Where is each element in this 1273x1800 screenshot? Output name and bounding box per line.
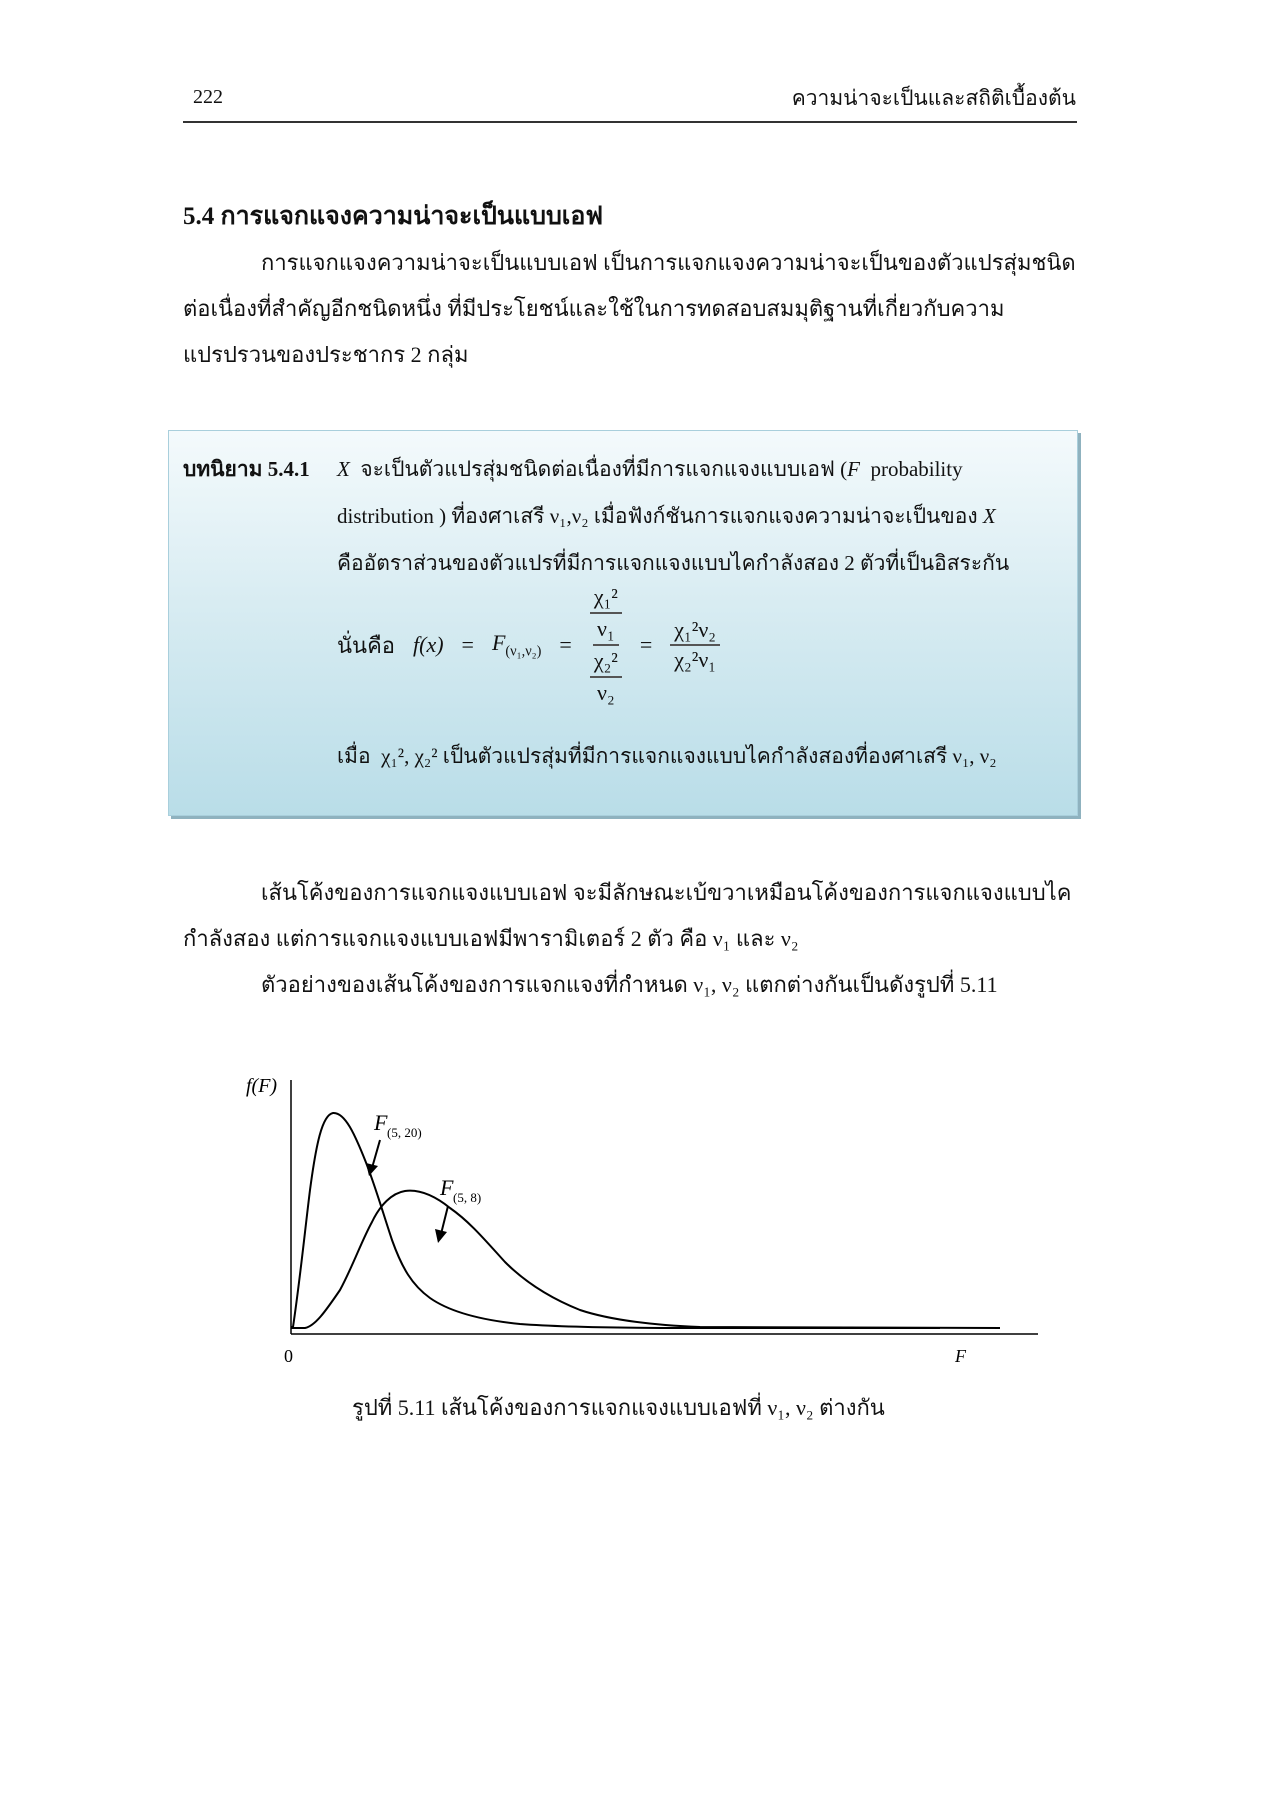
equals-sign: = — [559, 632, 572, 657]
label-f-5-20-sub: (5, 20) — [387, 1125, 422, 1140]
var-x: X — [337, 457, 350, 481]
section-title: 5.4 การแจกแจงความน่าจะเป็นแบบเอฟ — [183, 203, 604, 230]
f-distribution-chart — [240, 1060, 1040, 1380]
chi1-sq: χ₁² — [590, 582, 622, 614]
label-f-5-20: F — [374, 1110, 388, 1135]
body-paragraph-1 — [183, 870, 1077, 962]
where-vars: χ₁², χ₂² — [381, 744, 438, 768]
definition-line-3: คืออัตราส่วนของตัวแปรที่มีการแจกแจงแบบไคกำลังสอง 2 ตัวที่เป็นอิสระกัน — [337, 551, 1010, 575]
arrow-f-5-8-shaft — [441, 1206, 448, 1234]
figure-caption: รูปที่ 5.11 เส้นโค้งของการแจกแจงแบบเอฟที่ ν₁, ν₂ ต่างกัน — [352, 1395, 885, 1420]
simplified-fraction — [670, 616, 720, 674]
running-header-title: ความน่าจะเป็นและสถิติเบื้องต้น — [791, 86, 1076, 110]
formula — [337, 582, 720, 708]
rhs-denominator: χ₂²ν₁ — [674, 647, 716, 672]
def-text-2: distribution ) ที่องศาเสรี — [337, 504, 545, 528]
nu2: ν₂ — [597, 680, 615, 705]
label-f-5-8: F — [440, 1175, 454, 1200]
arrow-f-5-8-head-icon — [435, 1229, 447, 1243]
curve-f-5-8 — [291, 1191, 1000, 1328]
body-text-2: ตัวอย่างของเส้นโค้งของการแจกแจงที่กำหนด ν₁, ν₂ แตกต่างกันเป็นดังรูปที่ 5.11 — [261, 972, 998, 997]
equals-sign: = — [461, 632, 474, 657]
arrow-f-5-20-shaft — [372, 1140, 380, 1168]
arrow-f-5-20-head-icon — [366, 1163, 378, 1176]
body-text-1: เส้นโค้งของการแจกแจงแบบเอฟ จะมีลักษณะเบ้ขวาเหมือนโค้งของการแจกแจงแบบไคกำลังสอง แต่การแจกแจงแบบเอฟมีพารามิเตอร์ 2 ตัว คือ ν₁ และ ν₂ — [183, 880, 1072, 951]
formula-lhs: f(x) — [413, 632, 444, 657]
body-paragraph-2 — [183, 962, 1077, 1008]
origin-label: 0 — [284, 1346, 293, 1366]
intro-paragraph — [183, 240, 1077, 378]
def-text-2b: เมื่อฟังก์ชันการแจกแจงความน่าจะเป็นของ — [593, 504, 978, 528]
def-params: ν₁,ν₂ — [549, 504, 589, 528]
var-x-2: X — [982, 504, 996, 528]
chi2-sq: χ₂² — [590, 646, 622, 678]
definition-line-1 — [337, 453, 963, 486]
nu1: ν₁ — [593, 614, 619, 646]
header-rule — [183, 121, 1077, 123]
x-axis-label: F — [955, 1346, 966, 1366]
equals-sign: = — [639, 632, 653, 657]
rhs-numerator: χ₁²ν₂ — [670, 616, 720, 646]
var-f: F — [847, 457, 860, 481]
definition-where-line — [337, 740, 997, 773]
where-prefix: เมื่อ — [337, 744, 371, 768]
label-f-5-8-sub: (5, 8) — [453, 1190, 482, 1205]
page-number: 222 — [193, 86, 223, 108]
curve-f-5-20 — [291, 1113, 940, 1328]
def-text-1-end: probability — [870, 457, 963, 481]
definition-label: บทนิยาม 5.4.1 — [183, 457, 310, 481]
formula-f-sub: (ν₁,ν₂) — [505, 643, 542, 660]
formula-f: F — [491, 629, 506, 655]
definition-line-2 — [337, 500, 996, 533]
y-axis-label: f(F) — [246, 1075, 278, 1097]
compound-fraction — [590, 582, 622, 708]
where-params: ν₁, ν₂ — [952, 744, 997, 768]
where-text: เป็นตัวแปรสุ่มที่มีการแจกแจงแบบไคกำลังสองที่องศาเสรี — [442, 744, 948, 768]
intro-text: การแจกแจงความน่าจะเป็นแบบเอฟ เป็นการแจกแจงความน่าจะเป็นของตัวแปรสุ่มชนิดต่อเนื่องที่สำคัญอีกชนิดหนึ่ง ที่มีประโยชน์และใช้ในการทดสอบสมมุติฐานที่เกี่ยวกับความแปรปรวนของประชากร 2 กลุ่ม — [183, 250, 1076, 367]
def-text-1: จะเป็นตัวแปรสุ่มชนิดต่อเนื่องที่มีการแจกแจงแบบเอฟ ( — [360, 457, 848, 481]
formula-prefix: นั่นคือ — [337, 632, 396, 658]
